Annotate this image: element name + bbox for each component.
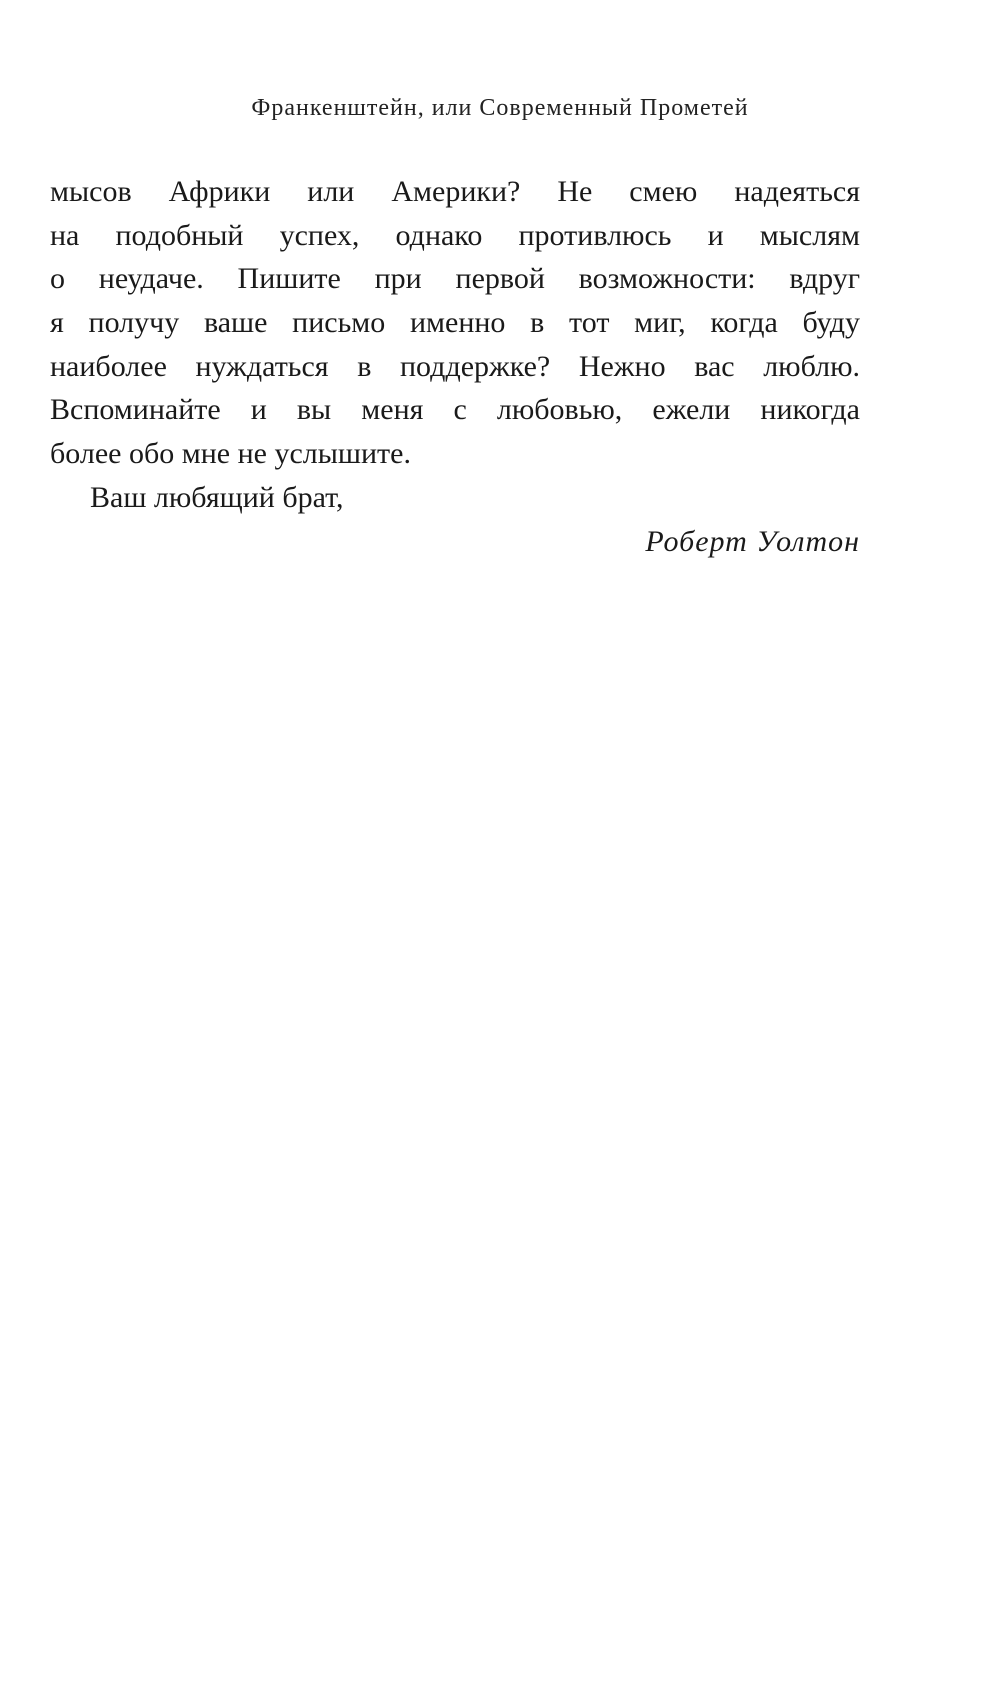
body-line: о неудаче. Пишите при первой возможности: вдруг xyxy=(50,262,860,296)
letter-signature: Роберт Уолтон xyxy=(645,524,860,558)
letter-text xyxy=(50,170,860,563)
body-line: мысов Африки или Америки? Не смею надеяться xyxy=(50,175,860,208)
body-line: наиболее нуждаться в поддержке? Нежно вас люблю. xyxy=(50,349,860,383)
body-line: я получу ваше письмо именно в тот миг, когда буду xyxy=(50,306,860,340)
letter-closing: Ваш любящий брат, xyxy=(90,480,344,514)
body-line: Вспоминайте и вы меня с любовью, ежели никогда xyxy=(50,393,860,427)
running-head: Франкенштейн, или Современный Прометей xyxy=(251,95,749,121)
body-line: на подобный успех, однако противлюсь и мыслям xyxy=(50,218,860,252)
body-line: более обо мне не услышите. xyxy=(50,437,411,471)
